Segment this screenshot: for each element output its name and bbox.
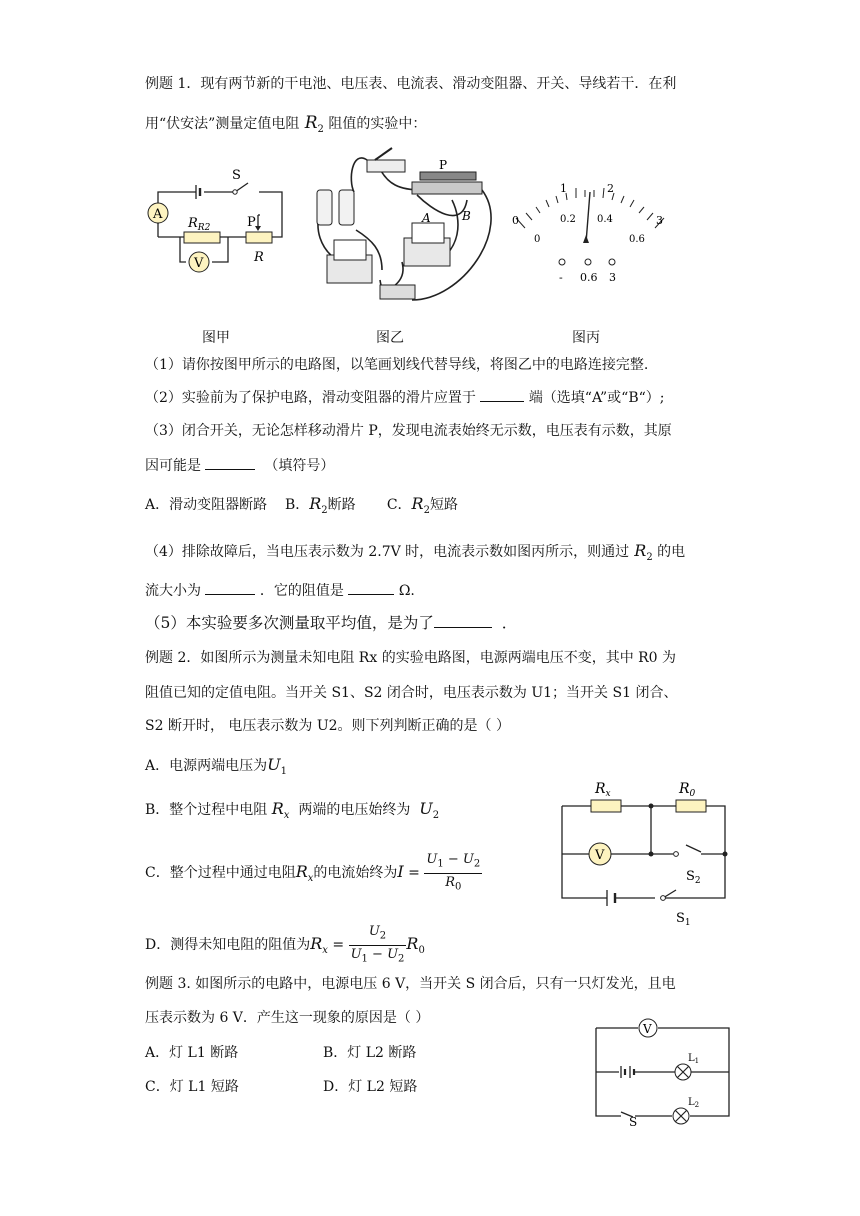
ex1-q3-line1: （3）闭合开关，无论怎样移动滑片 P，发现电流表始终无示数，电压表有示数，其原 <box>145 423 672 439</box>
svg-text:L1: $L_1$ <box>688 1053 700 1065</box>
figure-ex3-circuit <box>593 1016 733 1129</box>
figure-yi-apparatus <box>312 140 502 310</box>
terminal-3: 3 <box>609 271 616 284</box>
ex1-intro-line1: 例题 1．现有两节新的干电池、电压表、电流表、滑动变阻器、开关、导线若干．在利 <box>145 76 677 92</box>
svg-text:L2: $L_2$ <box>688 1097 700 1109</box>
svg-text:R0: $R_0$ <box>679 781 696 799</box>
ex2-option-b-text: B．整个过程中电阻 <box>145 802 268 818</box>
ex2-option-b: B．整个过程中电阻 $R_x$ 两端的电压始终为 $U_2$ <box>145 799 440 821</box>
ex1-option-c-post: 短路 <box>429 497 458 513</box>
ex3-line2: 压表示数为 6 V．产生这一现象的原因是（ ） <box>145 1010 430 1026</box>
ex1-q4-current: 流大小为 <box>145 583 201 599</box>
figure-jia-caption: 图甲 <box>202 330 230 346</box>
ex1-q3-tail: （填符号） <box>264 458 335 474</box>
svg-text:Rx: $R_x$ <box>595 781 611 799</box>
ex2-option-c-fraction: $\frac{U_1 - U_2}{R_0}$ <box>426 852 481 893</box>
ex3-options-row1 <box>145 1043 416 1063</box>
answer-blank[interactable] <box>480 387 524 402</box>
svg-text:S1: $S_1$ <box>676 911 691 928</box>
ex2-option-d-text: D．测得未知电阻的阻值为 <box>145 937 311 954</box>
ex1-options: A．滑动变阻器断路 B．$R_2$断路 C．$R_2$短路 <box>145 494 458 516</box>
ex1-q5 <box>145 613 517 633</box>
ex3-switch-label: S <box>629 1115 638 1129</box>
ex3-option-b: B．灯 L2 断路 <box>323 1045 417 1061</box>
ex1-q2-text: （2）实验前为了保护电路，滑动变阻器的滑片应置于 <box>145 390 476 406</box>
figure-bing-ammeter-dial <box>510 180 670 290</box>
scale-bottom-0: 0 <box>534 234 541 245</box>
ex1-option-c-pre: C． <box>386 497 412 513</box>
svg-text:RR2: $R_{R2}$ <box>188 216 211 233</box>
ex3-option-d: D．灯 L2 短路 <box>323 1079 418 1095</box>
ex2-option-b-tail: 两端的电压始终为 <box>298 802 411 818</box>
ex2-line2: 阻值已知的定值电阻。当开关 S1、S2 闭合时，电压表示数为 U1；当开关 S1 闭合、 <box>145 685 678 701</box>
figure-jia-circuit <box>140 165 290 285</box>
ex1-q2 <box>145 387 665 408</box>
ex3-option-c: C．灯 L1 短路 <box>145 1079 239 1095</box>
ex2-option-c: C．整个过程中通过电阻$R_x$的电流始终为I = $\frac{U_1 - U_2}{R_0}$ <box>145 851 482 895</box>
ex1-q3-line2 <box>145 455 334 476</box>
ex2-line3: S2 断开时， 电压表示数为 U2。则下列判断正确的是（ ） <box>145 718 511 734</box>
ex1-intro-line2: 用“伏安法”测量定值电阻 $R_2$ 阻值的实验中： <box>145 113 427 135</box>
answer-blank[interactable] <box>205 580 255 595</box>
ex1-q4-line1: （4）排除故障后，当电压表示数为 2.7V 时，电流表示数如图丙所示，则通过 $R_2$ 的电 <box>145 541 686 563</box>
answer-blank[interactable] <box>434 613 492 628</box>
figure-ex2-circuit <box>555 778 730 928</box>
ex1-option-a: A．滑动变阻器断路 <box>145 497 268 513</box>
scale-top-0: 0 <box>512 214 519 227</box>
switch-label: S <box>232 168 241 183</box>
ex1-q4-tail: 的电 <box>657 544 686 560</box>
ex2-line1: 例题 2．如图所示为测量未知电阻 Rx 的实验电路图，电源两端电压不变，其中 R0 为 <box>145 650 677 666</box>
terminal-neg: - <box>559 271 563 284</box>
figure-yi-caption: 图乙 <box>376 330 404 346</box>
ex1-q4-line2 <box>145 580 415 601</box>
ex1-intro-tail: 阻值的实验中： <box>328 116 427 132</box>
terminal-06: 0.6 <box>580 271 598 284</box>
ex1-q3-text: 因可能是 <box>145 458 201 474</box>
scale-bottom-3: 0.6 <box>629 234 645 245</box>
ex2-option-c-tail: 的电流始终为 <box>313 865 398 882</box>
ex1-intro-text: 用“伏安法”测量定值电阻 <box>145 116 300 132</box>
ex3-options-row2 <box>145 1077 417 1097</box>
ex2-option-d-fraction: $\frac{U_2}{U_1 - U_2}$ <box>350 924 405 965</box>
voltmeter-label: V <box>194 256 204 271</box>
scale-top-1: 1 <box>560 182 567 195</box>
answer-blank[interactable] <box>205 455 255 470</box>
svg-text:S2: $S_2$ <box>686 869 701 886</box>
rheostat-label: R <box>254 250 264 265</box>
ex3-option-a: A．灯 L1 断路 <box>145 1045 239 1061</box>
ex3-voltmeter-label: V <box>643 1022 652 1036</box>
ex2-option-a: A．电源两端电压为$U_1$ <box>145 755 287 777</box>
answer-blank[interactable] <box>348 580 394 595</box>
scale-top-3: 3 <box>656 214 663 227</box>
ex1-q2-tail: 端（选填“A”或“B“）; <box>528 390 665 406</box>
ex3-line1: 例题 3. 如图所示的电路中，电源电压 6 V，当开关 S 闭合后，只有一只灯发光，且电 <box>145 976 676 992</box>
ex1-q4-text: （4）排除故障后，当电压表示数为 2.7V 时，电流表示数如图丙所示，则通过 <box>145 544 630 560</box>
ex2-voltmeter-label: V <box>595 848 605 863</box>
ex1-q5-text: （5）本实验要多次测量取平均值，是为了 <box>145 614 434 632</box>
ex2-option-c-text: C．整个过程中通过电阻 <box>145 865 296 882</box>
ex1-q4-resistance: ．它的阻值是 <box>259 583 344 599</box>
ammeter-label: A <box>153 207 163 222</box>
ex2-option-a-text: A．电源两端电压为 <box>145 758 268 774</box>
ex1-q5-tail: ． <box>501 614 518 632</box>
figure-bing-caption: 图丙 <box>572 330 600 346</box>
end-a-label: A <box>422 211 431 225</box>
slider-p-label: P <box>439 158 448 172</box>
scale-bottom-2: 0.4 <box>597 214 613 225</box>
slider-label: P <box>247 215 256 230</box>
ex1-option-b-pre: B． <box>284 497 310 513</box>
ex1-q1: （1）请你按图甲所示的电路图，以笔画划线代替导线，将图乙中的电路连接完整. <box>145 357 649 373</box>
scale-top-2: 2 <box>607 182 614 195</box>
end-b-label: B <box>462 209 471 223</box>
ex2-option-d: D．测得未知电阻的阻值为$R_x$ = $\frac{U_2}{U_1 - U_2}$ $R_0$ <box>145 923 425 967</box>
ex1-option-b-post: 断路 <box>327 497 356 513</box>
ex1-q4-unit: Ω. <box>398 583 415 599</box>
scale-bottom-1: 0.2 <box>560 214 576 225</box>
